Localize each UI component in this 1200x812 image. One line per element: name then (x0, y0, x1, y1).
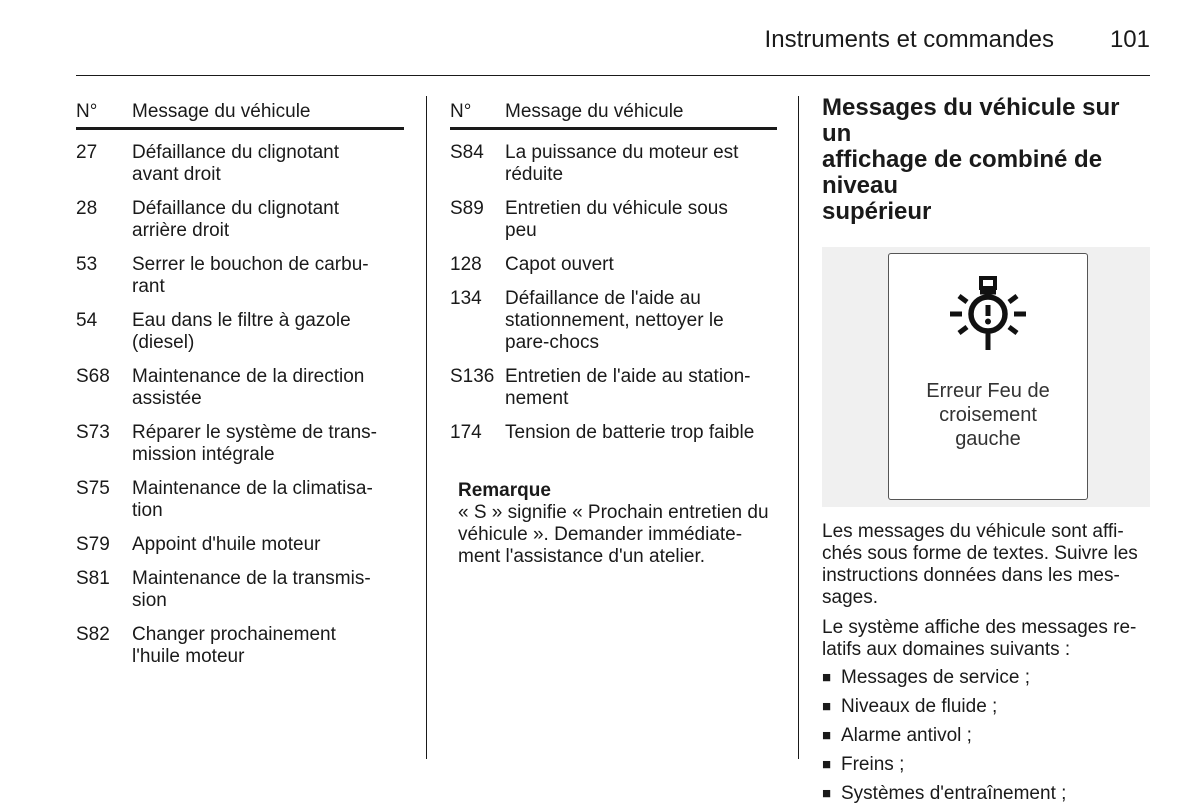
message-text (505, 422, 754, 444)
list-item-text: Niveaux de fluide ; (841, 696, 998, 717)
message-text-line: Tension de batterie trop faible (505, 422, 755, 443)
column-divider-2 (798, 96, 799, 759)
table-row (450, 142, 777, 186)
message-text-line: nement (505, 388, 569, 409)
paragraph-line: sages. (822, 587, 878, 608)
message-text (132, 310, 351, 354)
message-text (505, 142, 738, 186)
note-title: Remarque (458, 480, 551, 501)
table-row (450, 254, 777, 276)
message-number: 174 (450, 422, 482, 443)
message-text-line: Défaillance du clignotant (132, 198, 340, 219)
table-row (76, 534, 404, 556)
table-row (76, 142, 404, 186)
message-text (505, 198, 728, 242)
message-text-line: sion (132, 590, 167, 611)
note (450, 480, 777, 568)
message-text-line: assistée (132, 388, 202, 409)
message-text-line: Appoint d'huile moteur (132, 534, 321, 555)
paragraph-line: Le système affiche des messages re- (822, 617, 1137, 638)
table-header (76, 95, 404, 130)
message-text-line: Serrer le bouchon de carbu- (132, 254, 369, 275)
message-text (132, 534, 320, 556)
bullet-square-icon: ■ (822, 727, 832, 744)
message-table-2 (450, 95, 777, 568)
message-text-line: mission intégrale (132, 444, 275, 465)
note-line: véhicule ». Demander immédiate- (458, 524, 743, 545)
display-message (889, 379, 1087, 451)
message-number: S82 (76, 624, 110, 645)
message-number: S84 (450, 142, 484, 163)
instrument-display (888, 253, 1088, 500)
header-title: Instruments et commandes (764, 26, 1054, 53)
message-text-line: Maintenance de la climatisa- (132, 478, 373, 499)
section-title-line: Messages du véhicule sur un (822, 94, 1120, 147)
message-text-line: arrière droit (132, 220, 230, 241)
message-text (505, 288, 724, 354)
table-row (76, 478, 404, 522)
paragraph-line: latifs aux domaines suivants : (822, 639, 1071, 660)
message-text-line: Réparer le système de trans- (132, 422, 377, 443)
message-text (132, 568, 371, 612)
table-row (76, 624, 404, 668)
domains-paragraph (822, 617, 1152, 661)
table-row (450, 366, 777, 410)
column-header-number: N° (76, 101, 98, 122)
paragraph-line: Les messages du véhicule sont affi- (822, 521, 1124, 542)
message-text-line: rant (132, 276, 165, 297)
table-row (76, 198, 404, 242)
message-text-line: (diesel) (132, 332, 195, 353)
column-header-message: Message du véhicule (505, 101, 684, 122)
message-text-line: Maintenance de la direction (132, 366, 365, 387)
display-message-line: croisement (939, 404, 1037, 426)
note-line: « S » signifie « Prochain entretien du (458, 502, 769, 523)
page-number: 101 (1109, 26, 1150, 53)
message-text (132, 142, 339, 186)
message-text-line: pare-chocs (505, 332, 599, 353)
bulb-warning-icon (947, 276, 1029, 352)
message-number: S73 (76, 422, 110, 443)
section-title (822, 95, 1152, 225)
message-text (132, 198, 339, 242)
message-text-line: l'huile moteur (132, 646, 245, 667)
table-body (76, 142, 404, 668)
header-rule (76, 75, 1150, 76)
message-number: S75 (76, 478, 110, 499)
message-text-line: Entretien de l'aide au station- (505, 366, 751, 387)
table-row (76, 310, 404, 354)
message-text-line: Eau dans le filtre à gazole (132, 310, 351, 331)
display-message-line: Erreur Feu de (926, 380, 1050, 402)
message-text-line: Capot ouvert (505, 254, 614, 275)
message-number: S68 (76, 366, 110, 387)
message-text-line: Défaillance de l'aide au (505, 288, 701, 309)
message-text (132, 624, 336, 668)
list-item (822, 696, 1152, 718)
list-item-text: Freins ; (841, 754, 905, 775)
list-item-text: Alarme antivol ; (841, 725, 972, 746)
message-text (132, 254, 369, 298)
message-text-line: peu (505, 220, 537, 241)
message-number: 134 (450, 288, 482, 309)
paragraph-line: instructions données dans les mes- (822, 565, 1120, 586)
message-text (505, 254, 614, 276)
table-row (76, 422, 404, 466)
message-text-line: Maintenance de la transmis- (132, 568, 371, 589)
message-text (132, 422, 377, 466)
message-number: 53 (76, 254, 98, 275)
list-item-text: Systèmes d'entraînement ; (841, 783, 1067, 804)
list-item (822, 667, 1152, 689)
message-text-line: Changer prochainement (132, 624, 336, 645)
bullet-square-icon: ■ (822, 698, 832, 715)
message-text-line: réduite (505, 164, 564, 185)
table-row (450, 422, 777, 444)
message-text-line: tion (132, 500, 163, 521)
column-divider-1 (426, 96, 427, 759)
intro-paragraph (822, 521, 1152, 609)
vehicle-messages-section (822, 95, 1152, 812)
display-message-line: gauche (955, 428, 1021, 450)
display-illustration (822, 247, 1150, 507)
message-table-1 (76, 95, 404, 668)
table-header (450, 95, 777, 130)
message-text-line: Entretien du véhicule sous (505, 198, 728, 219)
note-line: ment l'assistance d'un atelier. (458, 546, 705, 567)
message-number: 28 (76, 198, 98, 219)
note-text (458, 502, 777, 568)
message-text (132, 478, 373, 522)
message-text-line: stationnement, nettoyer le (505, 310, 724, 331)
table-row (76, 366, 404, 410)
section-title-line: affichage de combiné de niveau (822, 146, 1103, 199)
message-number: 128 (450, 254, 482, 275)
message-number: 54 (76, 310, 98, 331)
column-header-message: Message du véhicule (132, 101, 311, 122)
message-number: S89 (450, 198, 484, 219)
message-number: S81 (76, 568, 110, 589)
message-number: 27 (76, 142, 98, 163)
list-item-text: Messages de service ; (841, 667, 1031, 688)
list-item (822, 725, 1152, 747)
list-item (822, 754, 1152, 776)
table-row (76, 568, 404, 612)
paragraph-line: chés sous forme de textes. Suivre les (822, 543, 1138, 564)
message-text-line: avant droit (132, 164, 221, 185)
table-row (450, 288, 777, 354)
message-text-line: La puissance du moteur est (505, 142, 739, 163)
domain-list (822, 667, 1152, 805)
table-row (450, 198, 777, 242)
bullet-square-icon: ■ (822, 669, 832, 686)
message-number: S136 (450, 366, 495, 387)
bullet-square-icon: ■ (822, 785, 832, 802)
column-header-number: N° (450, 101, 472, 122)
bullet-square-icon: ■ (822, 756, 832, 773)
message-text (505, 366, 751, 410)
message-number: S79 (76, 534, 110, 555)
message-text-line: Défaillance du clignotant (132, 142, 340, 163)
table-body (450, 142, 777, 444)
section-title-line: supérieur (822, 198, 932, 225)
table-row (76, 254, 404, 298)
message-text (132, 366, 364, 410)
